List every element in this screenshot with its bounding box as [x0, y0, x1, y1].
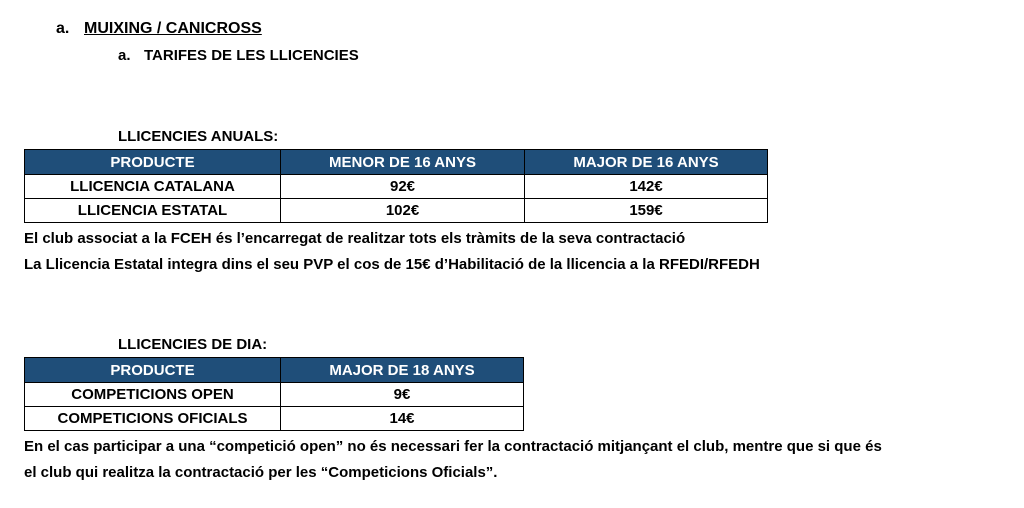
subsection-marker: a.	[118, 47, 131, 64]
price-cell: 142€	[525, 175, 768, 199]
price-cell: 14€	[281, 407, 524, 431]
table-header-row	[25, 150, 768, 175]
section-marker: a.	[56, 20, 70, 37]
price-cell: 92€	[281, 175, 525, 199]
table-row	[25, 199, 768, 223]
table-row	[25, 407, 524, 431]
column-header-under-16: MENOR DE 16 ANYS	[281, 150, 525, 175]
subsection-title: TARIFES DE LES LLICENCIES	[144, 47, 359, 64]
section-heading	[56, 20, 262, 38]
price-cell: 159€	[525, 199, 768, 223]
table-row	[25, 383, 524, 407]
subsection-heading	[118, 47, 359, 64]
section-title: MUIXING / CANICROSS	[84, 20, 262, 37]
product-cell: LLICENCIA ESTATAL	[25, 199, 281, 223]
price-cell: 102€	[281, 199, 525, 223]
column-header-product: PRODUCTE	[25, 150, 281, 175]
product-cell: COMPETICIONS OFICIALS	[25, 407, 281, 431]
daily-note: En el cas participar a una “competició open” no és necessari fer la contractació mitjançant el club, mentre que si que és	[24, 438, 882, 455]
daily-licences-table	[24, 357, 524, 431]
annual-note: El club associat a la FCEH és l’encarregat de realitzar tots els tràmits de la seva contractació	[24, 230, 686, 247]
daily-licences-title: LLICENCIES DE DIA:	[118, 336, 268, 353]
product-cell: LLICENCIA CATALANA	[25, 175, 281, 199]
daily-note: el club qui realitza la contractació per les “Competicions Oficials”.	[24, 464, 498, 481]
table-header-row	[25, 358, 524, 383]
price-cell: 9€	[281, 383, 524, 407]
annual-note: La Llicencia Estatal integra dins el seu PVP el cos de 15€ d’Habilitació de la llicencia a la RFEDI/RFEDH	[24, 256, 760, 273]
column-header-product: PRODUCTE	[25, 358, 281, 383]
column-header-over-16: MAJOR DE 16 ANYS	[525, 150, 768, 175]
table-row	[25, 175, 768, 199]
annual-licences-table	[24, 149, 768, 223]
product-cell: COMPETICIONS OPEN	[25, 383, 281, 407]
annual-licences-title: LLICENCIES ANUALS:	[118, 128, 279, 145]
column-header-over-18: MAJOR DE 18 ANYS	[281, 358, 524, 383]
